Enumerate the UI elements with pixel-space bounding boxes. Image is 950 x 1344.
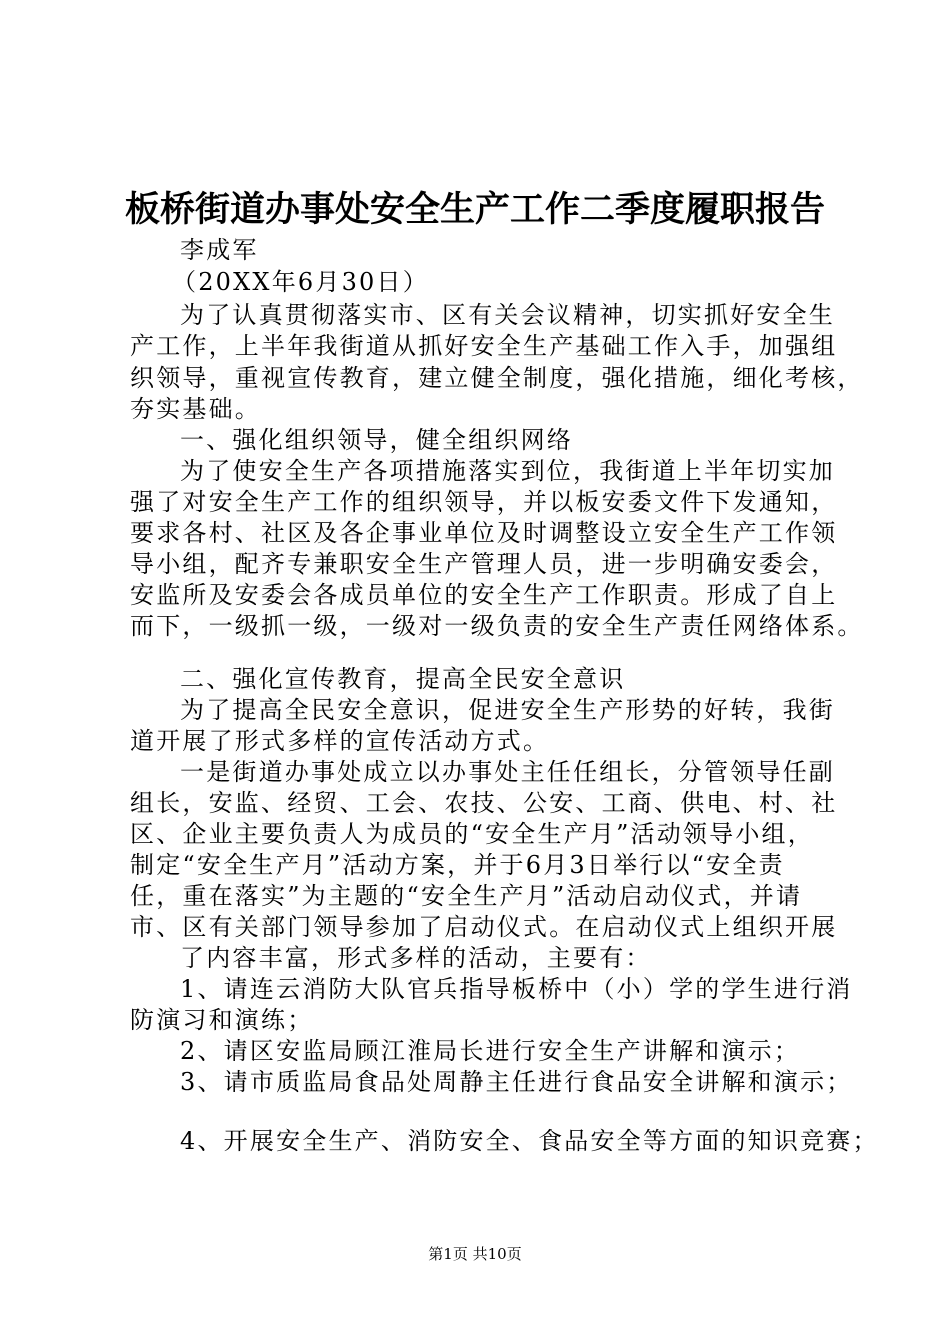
list-item: 1、请连云消防大队官兵指导板桥中（小）学的学生进行消 xyxy=(180,975,853,1003)
paragraph-line: 任，重在落实”为主题的“安全生产月”活动启动仪式，并请 xyxy=(130,882,803,910)
document-title: 板桥街道办事处安全生产工作二季度履职报告 xyxy=(124,189,825,230)
list-item: 2、请区安监局顾江淮局长进行安全生产讲解和演示； xyxy=(180,1037,801,1065)
page-footer: 第1页 共10页 xyxy=(428,1245,522,1263)
paragraph-line: 了内容丰富，形式多样的活动，主要有： xyxy=(180,944,652,972)
author-line: 李成军 xyxy=(180,236,259,264)
paragraph-line: 道开展了形式多样的宣传活动方式。 xyxy=(130,727,550,755)
paragraph-line: 市、区有关部门领导参加了启动仪式。在启动仪式上组织开展 xyxy=(130,913,838,941)
paragraph-line: 一是街道办事处成立以办事处主任任组长，分管领导任副 xyxy=(180,758,835,786)
section-heading: 二、强化宣传教育，提高全民安全意识 xyxy=(180,665,626,693)
paragraph-line: 夯实基础。 xyxy=(130,395,261,423)
paragraph-line: 强了对安全生产工作的组织领导，并以板安委文件下发通知， xyxy=(130,488,838,516)
paragraph-line: 组长，安监、经贸、工会、农技、公安、工商、供电、村、社 xyxy=(130,789,838,817)
paragraph-line: 而下，一级抓一级，一级对一级负责的安全生产责任网络体系。 xyxy=(130,612,864,640)
paragraph-line: 为了认真贯彻落实市、区有关会议精神，切实抓好安全生 xyxy=(180,301,835,329)
list-item: 4、开展安全生产、消防安全、食品安全等方面的知识竞赛； xyxy=(180,1127,879,1155)
paragraph-line: 为了使安全生产各项措施落实到位，我街道上半年切实加 xyxy=(180,457,835,485)
date-line: （20XX年6月30日） xyxy=(172,268,429,296)
paragraph-line: 要求各村、社区及各企事业单位及时调整设立安全生产工作领 xyxy=(130,519,838,547)
list-item-continuation: 防演习和演练； xyxy=(130,1006,314,1034)
section-heading: 一、强化组织领导，健全组织网络 xyxy=(180,426,573,454)
list-item: 3、请市质监局食品处周静主任进行食品安全讲解和演示； xyxy=(180,1068,853,1096)
paragraph-line: 织领导，重视宣传教育，建立健全制度，强化措施，细化考核， xyxy=(130,364,864,392)
paragraph-line: 区、企业主要负责人为成员的“安全生产月”活动领导小组， xyxy=(130,820,814,848)
paragraph-line: 导小组，配齐专兼职安全生产管理人员，进一步明确安委会， xyxy=(130,550,838,578)
paragraph-line: 产工作，上半年我街道从抓好安全生产基础工作入手，加强组 xyxy=(130,332,838,360)
paragraph-line: 安监所及安委会各成员单位的安全生产工作职责。形成了自上 xyxy=(130,581,838,609)
paragraph-line: 制定“安全生产月”活动方案，并于6月3日举行以“安全责 xyxy=(130,851,785,879)
paragraph-line: 为了提高全民安全意识，促进安全生产形势的好转，我街 xyxy=(180,696,835,724)
